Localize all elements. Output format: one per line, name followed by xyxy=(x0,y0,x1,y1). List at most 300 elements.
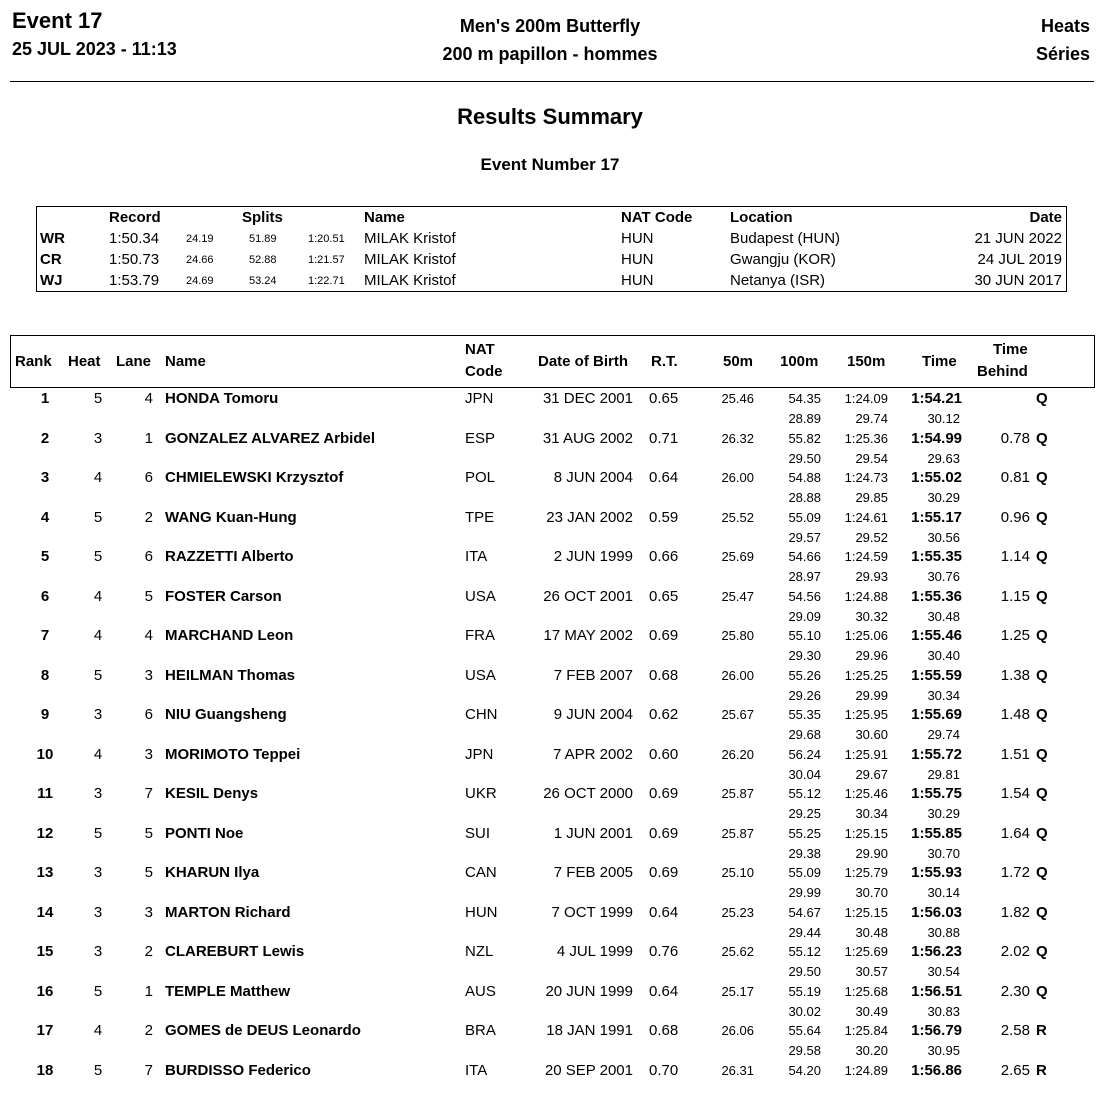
result-heat: 3 xyxy=(88,706,108,723)
result-sp100: 28.89 xyxy=(788,411,821,426)
col-lane: Lane xyxy=(116,353,151,370)
result-behind: 1.25 xyxy=(1001,627,1030,644)
result-behind: 2.30 xyxy=(1001,983,1030,1000)
event-datetime: 25 JUL 2023 - 11:13 xyxy=(12,34,177,64)
result-s50: 26.06 xyxy=(721,1023,754,1038)
result-dob: 23 JAN 2002 xyxy=(546,509,633,526)
result-behind: 1.51 xyxy=(1001,746,1030,763)
header-divider xyxy=(10,81,1094,82)
result-time: 1:55.59 xyxy=(911,667,962,684)
result-q: Q xyxy=(1036,627,1048,644)
round-block xyxy=(1036,12,1090,68)
result-behind: 1.15 xyxy=(1001,588,1030,605)
result-behind: 2.02 xyxy=(1001,943,1030,960)
result-nat: POL xyxy=(465,469,495,486)
result-nat: CHN xyxy=(465,706,498,723)
result-lane: 1 xyxy=(130,430,153,447)
result-rt: 0.59 xyxy=(649,509,678,526)
result-s150: 1:24.89 xyxy=(845,1063,888,1078)
result-sp150: 30.34 xyxy=(855,806,888,821)
record-date: 21 JUN 2022 xyxy=(974,230,1062,247)
result-lane: 5 xyxy=(130,588,153,605)
record-location: Budapest (HUN) xyxy=(730,230,840,247)
result-dob: 9 JUN 2004 xyxy=(554,706,633,723)
event-title-fr: 200 m papillon - hommes xyxy=(0,40,1100,68)
result-nat: CAN xyxy=(465,864,497,881)
result-name: FOSTER Carson xyxy=(165,588,282,605)
result-behind: 1.54 xyxy=(1001,785,1030,802)
result-s100: 55.12 xyxy=(788,944,821,959)
result-lane: 7 xyxy=(130,1062,153,1079)
result-nat: JPN xyxy=(465,746,493,763)
record-s3: 1:22.71 xyxy=(308,275,345,287)
result-time: 1:55.17 xyxy=(911,509,962,526)
round-fr: Séries xyxy=(1036,40,1090,68)
result-time: 1:55.46 xyxy=(911,627,962,644)
record-name: MILAK Kristof xyxy=(364,230,456,247)
result-s50: 25.67 xyxy=(721,707,754,722)
page-subtitle: Event Number 17 xyxy=(0,155,1100,175)
result-sp200: 30.54 xyxy=(927,964,960,979)
result-sp150: 30.20 xyxy=(855,1043,888,1058)
result-time: 1:55.85 xyxy=(911,825,962,842)
result-s150: 1:25.69 xyxy=(845,944,888,959)
result-nat: NZL xyxy=(465,943,493,960)
col-time: Time xyxy=(922,353,957,370)
result-rank: 17 xyxy=(30,1022,60,1039)
result-rt: 0.68 xyxy=(649,667,678,684)
result-heat: 5 xyxy=(88,667,108,684)
result-s50: 25.17 xyxy=(721,984,754,999)
result-sp200: 30.56 xyxy=(927,530,960,545)
result-q: Q xyxy=(1036,943,1048,960)
result-s100: 55.35 xyxy=(788,707,821,722)
record-name: MILAK Kristof xyxy=(364,251,456,268)
event-number: Event 17 xyxy=(12,8,177,34)
col-nat-line2: Code xyxy=(465,363,503,380)
table-row xyxy=(0,468,1100,508)
result-dob: 4 JUL 1999 xyxy=(557,943,633,960)
result-time: 1:55.35 xyxy=(911,548,962,565)
result-heat: 3 xyxy=(88,864,108,881)
result-time: 1:54.99 xyxy=(911,430,962,447)
result-rt: 0.65 xyxy=(649,390,678,407)
result-s100: 55.09 xyxy=(788,510,821,525)
result-sp100: 29.50 xyxy=(788,964,821,979)
result-sp150: 30.57 xyxy=(855,964,888,979)
result-sp100: 29.30 xyxy=(788,648,821,663)
col-50m: 50m xyxy=(723,353,753,370)
result-sp100: 29.26 xyxy=(788,688,821,703)
record-time: 1:50.34 xyxy=(109,230,159,247)
result-sp100: 29.09 xyxy=(788,609,821,624)
result-s50: 26.00 xyxy=(721,668,754,683)
results-table-body xyxy=(0,389,1100,1100)
result-rank: 13 xyxy=(30,864,60,881)
record-nat: HUN xyxy=(621,251,654,268)
result-s100: 55.25 xyxy=(788,826,821,841)
result-time: 1:55.75 xyxy=(911,785,962,802)
result-rank: 16 xyxy=(30,983,60,1000)
result-sp150: 29.96 xyxy=(855,648,888,663)
result-q: Q xyxy=(1036,469,1048,486)
result-rank: 18 xyxy=(30,1062,60,1079)
col-nat-line1: NAT xyxy=(465,341,495,358)
col-rank: Rank xyxy=(15,353,52,370)
result-dob: 31 DEC 2001 xyxy=(543,390,633,407)
result-behind: 1.64 xyxy=(1001,825,1030,842)
result-heat: 5 xyxy=(88,548,108,565)
result-s100: 54.66 xyxy=(788,549,821,564)
result-nat: FRA xyxy=(465,627,495,644)
table-row xyxy=(0,1061,1100,1100)
result-name: WANG Kuan-Hung xyxy=(165,509,297,526)
result-sp150: 29.54 xyxy=(855,451,888,466)
result-sp100: 29.44 xyxy=(788,925,821,940)
table-row xyxy=(0,666,1100,706)
result-rank: 8 xyxy=(30,667,60,684)
result-s100: 55.09 xyxy=(788,865,821,880)
result-rank: 3 xyxy=(30,469,60,486)
col-behind-line2: Behind xyxy=(977,363,1028,380)
records-header-name: Name xyxy=(364,209,405,226)
result-rt: 0.71 xyxy=(649,430,678,447)
table-row xyxy=(0,705,1100,745)
result-name: KHARUN Ilya xyxy=(165,864,259,881)
result-s150: 1:24.73 xyxy=(845,470,888,485)
result-rt: 0.69 xyxy=(649,864,678,881)
col-100m: 100m xyxy=(780,353,818,370)
result-sp200: 30.95 xyxy=(927,1043,960,1058)
result-sp100: 30.04 xyxy=(788,767,821,782)
result-lane: 3 xyxy=(130,667,153,684)
result-lane: 6 xyxy=(130,548,153,565)
result-rt: 0.64 xyxy=(649,983,678,1000)
table-row xyxy=(0,1021,1100,1061)
result-rt: 0.62 xyxy=(649,706,678,723)
result-lane: 5 xyxy=(130,864,153,881)
result-q: Q xyxy=(1036,825,1048,842)
result-heat: 3 xyxy=(88,904,108,921)
result-sp200: 29.81 xyxy=(927,767,960,782)
table-row xyxy=(0,903,1100,943)
result-time: 1:54.21 xyxy=(911,390,962,407)
table-row xyxy=(0,547,1100,587)
event-title-block xyxy=(0,12,1100,68)
result-behind: 1.72 xyxy=(1001,864,1030,881)
result-rt: 0.69 xyxy=(649,785,678,802)
result-s50: 25.10 xyxy=(721,865,754,880)
result-lane: 4 xyxy=(130,390,153,407)
result-sp150: 29.90 xyxy=(855,846,888,861)
result-sp200: 30.76 xyxy=(927,569,960,584)
result-rt: 0.68 xyxy=(649,1022,678,1039)
result-s150: 1:25.36 xyxy=(845,431,888,446)
record-time: 1:50.73 xyxy=(109,251,159,268)
result-time: 1:55.36 xyxy=(911,588,962,605)
result-heat: 4 xyxy=(88,588,108,605)
result-dob: 31 AUG 2002 xyxy=(543,430,633,447)
result-s100: 55.19 xyxy=(788,984,821,999)
result-heat: 3 xyxy=(88,430,108,447)
result-sp200: 29.74 xyxy=(927,727,960,742)
result-q: Q xyxy=(1036,588,1048,605)
result-dob: 2 JUN 1999 xyxy=(554,548,633,565)
result-rt: 0.66 xyxy=(649,548,678,565)
result-sp150: 30.49 xyxy=(855,1004,888,1019)
result-s100: 56.24 xyxy=(788,747,821,762)
result-q: Q xyxy=(1036,430,1048,447)
table-row xyxy=(0,745,1100,785)
result-name: GONZALEZ ALVAREZ Arbidel xyxy=(165,430,375,447)
result-time: 1:55.69 xyxy=(911,706,962,723)
result-time: 1:55.72 xyxy=(911,746,962,763)
result-behind: 1.48 xyxy=(1001,706,1030,723)
result-s150: 1:25.15 xyxy=(845,905,888,920)
result-behind: 0.81 xyxy=(1001,469,1030,486)
result-dob: 20 SEP 2001 xyxy=(545,1062,633,1079)
result-nat: AUS xyxy=(465,983,496,1000)
result-s150: 1:25.95 xyxy=(845,707,888,722)
result-rank: 15 xyxy=(30,943,60,960)
result-sp100: 28.97 xyxy=(788,569,821,584)
record-s2: 53.24 xyxy=(249,275,277,287)
result-rank: 9 xyxy=(30,706,60,723)
record-type: WR xyxy=(40,230,65,247)
result-name: KESIL Denys xyxy=(165,785,258,802)
result-rt: 0.76 xyxy=(649,943,678,960)
result-s50: 25.69 xyxy=(721,549,754,564)
result-s150: 1:25.79 xyxy=(845,865,888,880)
result-s150: 1:25.15 xyxy=(845,826,888,841)
result-sp200: 30.34 xyxy=(927,688,960,703)
result-nat: USA xyxy=(465,588,496,605)
round-en: Heats xyxy=(1036,12,1090,40)
result-s100: 54.35 xyxy=(788,391,821,406)
result-behind: 0.96 xyxy=(1001,509,1030,526)
col-behind-line1: Time xyxy=(993,341,1028,358)
page-title: Results Summary xyxy=(0,104,1100,130)
result-s50: 25.52 xyxy=(721,510,754,525)
result-time: 1:56.51 xyxy=(911,983,962,1000)
record-location: Netanya (ISR) xyxy=(730,272,825,289)
result-sp100: 29.58 xyxy=(788,1043,821,1058)
result-sp150: 29.52 xyxy=(855,530,888,545)
result-s50: 26.32 xyxy=(721,431,754,446)
record-nat: HUN xyxy=(621,230,654,247)
result-sp100: 30.02 xyxy=(788,1004,821,1019)
result-sp100: 29.25 xyxy=(788,806,821,821)
result-name: MARCHAND Leon xyxy=(165,627,293,644)
result-heat: 5 xyxy=(88,1062,108,1079)
result-behind: 0.78 xyxy=(1001,430,1030,447)
result-lane: 2 xyxy=(130,509,153,526)
result-heat: 4 xyxy=(88,469,108,486)
col-rt: R.T. xyxy=(651,353,678,370)
record-s2: 52.88 xyxy=(249,254,277,266)
result-rank: 1 xyxy=(30,390,60,407)
result-lane: 6 xyxy=(130,706,153,723)
result-behind: 2.58 xyxy=(1001,1022,1030,1039)
result-sp150: 30.70 xyxy=(855,885,888,900)
result-nat: ESP xyxy=(465,430,495,447)
result-q: Q xyxy=(1036,785,1048,802)
result-q: Q xyxy=(1036,706,1048,723)
result-sp200: 29.63 xyxy=(927,451,960,466)
result-name: GOMES de DEUS Leonardo xyxy=(165,1022,361,1039)
result-s50: 26.31 xyxy=(721,1063,754,1078)
result-s100: 55.26 xyxy=(788,668,821,683)
result-sp150: 30.60 xyxy=(855,727,888,742)
result-rank: 7 xyxy=(30,627,60,644)
result-name: CLAREBURT Lewis xyxy=(165,943,304,960)
result-rank: 5 xyxy=(30,548,60,565)
record-s3: 1:20.51 xyxy=(308,233,345,245)
result-q: R xyxy=(1036,1062,1047,1079)
table-row xyxy=(0,626,1100,666)
result-s150: 1:25.25 xyxy=(845,668,888,683)
result-sp150: 29.93 xyxy=(855,569,888,584)
result-s100: 54.67 xyxy=(788,905,821,920)
table-row xyxy=(0,784,1100,824)
result-heat: 5 xyxy=(88,509,108,526)
result-nat: USA xyxy=(465,667,496,684)
result-name: HEILMAN Thomas xyxy=(165,667,295,684)
result-name: MORIMOTO Teppei xyxy=(165,746,300,763)
result-nat: HUN xyxy=(465,904,498,921)
result-time: 1:56.03 xyxy=(911,904,962,921)
results-table-header xyxy=(10,335,1095,388)
result-s150: 1:24.88 xyxy=(845,589,888,604)
result-s150: 1:25.68 xyxy=(845,984,888,999)
result-sp100: 29.38 xyxy=(788,846,821,861)
table-row xyxy=(0,429,1100,469)
col-dob: Date of Birth xyxy=(538,353,628,370)
result-lane: 7 xyxy=(130,785,153,802)
result-behind: 2.65 xyxy=(1001,1062,1030,1079)
result-name: NIU Guangsheng xyxy=(165,706,287,723)
result-heat: 5 xyxy=(88,390,108,407)
table-row xyxy=(0,863,1100,903)
result-s100: 54.88 xyxy=(788,470,821,485)
result-s100: 54.56 xyxy=(788,589,821,604)
result-sp100: 28.88 xyxy=(788,490,821,505)
result-rank: 4 xyxy=(30,509,60,526)
record-s1: 24.66 xyxy=(186,254,214,266)
col-heat: Heat xyxy=(68,353,101,370)
result-q: Q xyxy=(1036,746,1048,763)
result-q: Q xyxy=(1036,667,1048,684)
record-type: CR xyxy=(40,251,62,268)
col-name: Name xyxy=(165,353,206,370)
result-q: Q xyxy=(1036,983,1048,1000)
result-rt: 0.69 xyxy=(649,627,678,644)
result-s150: 1:25.91 xyxy=(845,747,888,762)
table-row xyxy=(0,824,1100,864)
result-sp200: 30.70 xyxy=(927,846,960,861)
result-lane: 3 xyxy=(130,746,153,763)
result-q: Q xyxy=(1036,509,1048,526)
result-rt: 0.65 xyxy=(649,588,678,605)
result-s100: 54.20 xyxy=(788,1063,821,1078)
result-name: TEMPLE Matthew xyxy=(165,983,290,1000)
result-dob: 20 JUN 1999 xyxy=(545,983,633,1000)
col-150m: 150m xyxy=(847,353,885,370)
result-s50: 26.00 xyxy=(721,470,754,485)
result-sp150: 29.74 xyxy=(855,411,888,426)
result-s150: 1:24.09 xyxy=(845,391,888,406)
result-rank: 10 xyxy=(30,746,60,763)
result-sp100: 29.99 xyxy=(788,885,821,900)
result-time: 1:55.93 xyxy=(911,864,962,881)
result-name: HONDA Tomoru xyxy=(165,390,278,407)
result-rank: 2 xyxy=(30,430,60,447)
result-heat: 5 xyxy=(88,825,108,842)
result-s150: 1:25.84 xyxy=(845,1023,888,1038)
result-s50: 26.20 xyxy=(721,747,754,762)
result-s50: 25.87 xyxy=(721,826,754,841)
result-rank: 14 xyxy=(30,904,60,921)
table-row xyxy=(0,389,1100,429)
result-sp150: 30.48 xyxy=(855,925,888,940)
record-type: WJ xyxy=(40,272,63,289)
event-title-en: Men's 200m Butterfly xyxy=(0,12,1100,40)
result-s100: 55.12 xyxy=(788,786,821,801)
result-q: Q xyxy=(1036,390,1048,407)
records-header-date: Date xyxy=(1029,209,1062,226)
result-dob: 26 OCT 2000 xyxy=(543,785,633,802)
result-dob: 7 FEB 2007 xyxy=(554,667,633,684)
result-nat: UKR xyxy=(465,785,497,802)
result-s50: 25.46 xyxy=(721,391,754,406)
record-time: 1:53.79 xyxy=(109,272,159,289)
result-sp200: 30.29 xyxy=(927,490,960,505)
result-s100: 55.10 xyxy=(788,628,821,643)
record-s2: 51.89 xyxy=(249,233,277,245)
record-date: 30 JUN 2017 xyxy=(974,272,1062,289)
result-dob: 17 MAY 2002 xyxy=(543,627,633,644)
result-sp150: 29.99 xyxy=(855,688,888,703)
result-s50: 25.87 xyxy=(721,786,754,801)
result-s50: 25.62 xyxy=(721,944,754,959)
result-nat: SUI xyxy=(465,825,490,842)
result-q: Q xyxy=(1036,548,1048,565)
result-sp200: 30.14 xyxy=(927,885,960,900)
result-nat: JPN xyxy=(465,390,493,407)
result-name: RAZZETTI Alberto xyxy=(165,548,294,565)
result-sp200: 30.29 xyxy=(927,806,960,821)
result-rt: 0.60 xyxy=(649,746,678,763)
result-dob: 26 OCT 2001 xyxy=(543,588,633,605)
result-s50: 25.47 xyxy=(721,589,754,604)
result-lane: 2 xyxy=(130,943,153,960)
record-nat: HUN xyxy=(621,272,654,289)
result-rank: 6 xyxy=(30,588,60,605)
result-q: Q xyxy=(1036,864,1048,881)
result-q: R xyxy=(1036,1022,1047,1039)
result-time: 1:56.86 xyxy=(911,1062,962,1079)
record-s3: 1:21.57 xyxy=(308,254,345,266)
table-row xyxy=(0,587,1100,627)
result-name: PONTI Noe xyxy=(165,825,243,842)
result-s150: 1:24.59 xyxy=(845,549,888,564)
result-sp150: 30.32 xyxy=(855,609,888,624)
result-dob: 7 FEB 2005 xyxy=(554,864,633,881)
result-s150: 1:25.46 xyxy=(845,786,888,801)
result-s150: 1:24.61 xyxy=(845,510,888,525)
result-nat: ITA xyxy=(465,1062,487,1079)
records-table xyxy=(36,206,1067,292)
